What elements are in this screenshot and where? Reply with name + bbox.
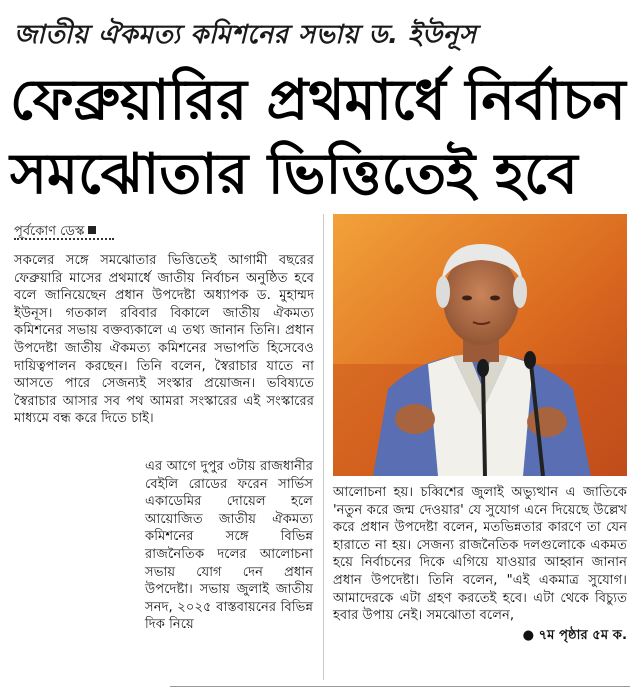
second-paragraph: এর আগে দুপুর ৩টায় রাজধানীর বেইলি রোডের ফরেন সার্ভিস একাডেমির দোয়েল হলে আয়োজিত জাতীয় ঐকমত্য কমিশনের সঙ্গে বিভিন্ন রাজনৈতিক দলের আলোচনা সভায় যোগ দেন প্রধান উপদেষ্টা। সভায় জুলাই জাতীয় সনদ, ২০২৫ বাস্তবায়নের বিভিন্ন দিক নিয়ে: [145, 459, 313, 633]
kicker: জাতীয় ঐকমত্য কমিশনের সভায় ড. ইউনূস: [14, 20, 477, 50]
right-column-text: [333, 484, 627, 644]
portrait-photo: [333, 214, 627, 476]
portrait-illustration: [333, 214, 627, 476]
lead-paragraph: সকলের সঙ্গে সমঝোতার ভিত্তিতেই আগামী বছরের ফেব্রুয়ারি মাসের প্রথমার্ধে জাতীয় নির্বাচন অনুষ্ঠিত হবে বলে জানিয়েছেন প্রধান উপদেষ্টা অধ্যাপক ড. মুহাম্মদ ইউনূস। গতকাল রবিবার বিকালে জাতীয় ঐকমত্য কমিশনের সভায় বক্তব্যকালে এ তথ্য জানান তিনি। প্রধান উপদেষ্টা জাতীয় ঐকমত্য কমিশনের সভাপতি হিসেবেও দায়িত্বপালন করছেন। তিনি বলেন, স্বৈরাচার যাতে না আসতে পারে সেজন্যই সংস্কার প্রয়োজন। ভবিষ্যতে স্বৈরাচার আসার সব পথ আমরা সংস্কারের এই সংস্কারের মাধ্যমে বন্ধ করে দিতে চাই।: [14, 253, 314, 427]
square-bullet-icon: [88, 226, 96, 234]
column-divider: [323, 214, 324, 680]
continuation-note: ● ৭ম পৃষ্ঠার ৫ম ক.: [522, 627, 627, 643]
byline-text: পূর্বকোণ ডেস্ক: [14, 224, 85, 239]
dotted-rule: [14, 238, 114, 240]
bottom-rule: [170, 686, 630, 687]
right-column-paragraph: আলোচনা হয়। চব্বিশের জুলাই অভ্যুত্থান এ জাতিকে 'নতুন করে জন্ম দেওয়ার' যে সুযোগ এনে দিয়েছে উল্লেখ করে প্রধান উপদেষ্টা বলেন, মতভিন্নতার কারণে তা যেন হারাতে না হয়। সেজন্য রাজনৈতিক দলগুলোকে একমত হয়ে নির্বাচনের দিকে এগিয়ে যাওয়ার আহ্বান জানান প্রধান উপদেষ্টা। তিনি বলেন, "এই একমাত্র সুযোগ। আমাদেরকে এটা গ্রহণ করতেই হবে। এটা থেকে বিচ্যুত হবার উপায় নেই। সমঝোতা বলেন,: [333, 485, 627, 624]
headline: ফেব্রুয়ারির প্রথমার্ধে নির্বাচন সমঝোতার ভিত্তিতেই হবে: [10, 68, 626, 207]
